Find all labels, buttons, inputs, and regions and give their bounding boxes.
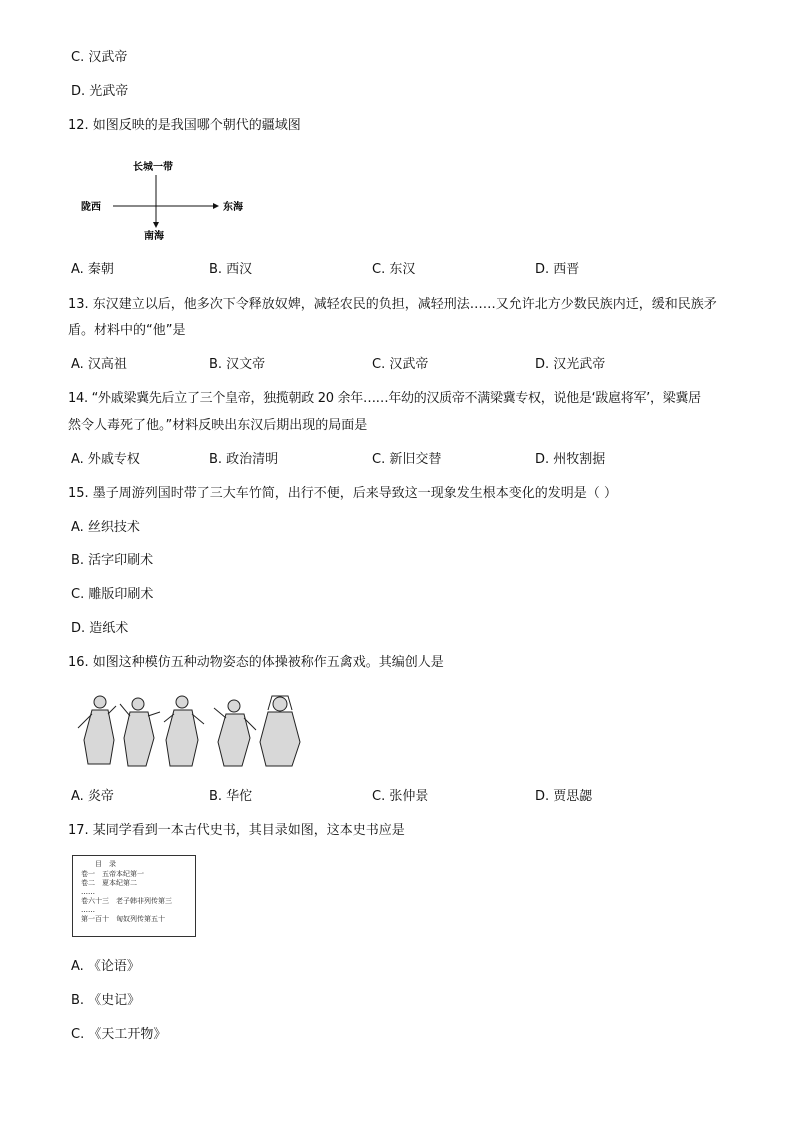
q14-option-b[interactable]: B. 政治清明 [209,452,279,467]
figure-5 [260,696,300,766]
q14-stem-line2: 然令人毒死了他。”材料反映出东汉后期出现的局面是 [68,418,368,433]
figure-4 [214,700,256,766]
q15-option-c[interactable]: C. 雕版印刷术 [71,587,154,602]
q17-option-a[interactable]: A. 《论语》 [71,959,140,974]
map-label-west: 陇西 [81,202,101,213]
q17-stem: 17. 某同学看到一本古代史书，其目录如图，这本史书应是 [68,823,405,838]
q12-stem: 12. 如图反映的是我国哪个朝代的疆域图 [68,118,301,133]
toc-row: 第一百十 匈奴列传第五十 [81,915,165,923]
toc-row: 卷六十三 老子韩非列传第三 [81,897,172,905]
q14-option-a[interactable]: A. 外戚专权 [71,452,140,467]
q14-stem-line1: 14. “外戚梁冀先后立了三个皇帝，独揽朝政 20 余年……年幼的汉质帝不满梁冀专权，说他是‘跋扈将军’，梁冀居 [68,391,701,406]
figure-1 [78,696,116,764]
five-animal-exercise-illustration [74,690,306,772]
q14-option-d[interactable]: D. 州牧割据 [535,452,606,467]
q11-option-c[interactable]: C. 汉武帝 [71,50,128,65]
map-label-south: 南海 [144,231,164,242]
q13-stem-line1: 13. 东汉建立以后，他多次下令释放奴婢，减轻农民的负担，减轻刑法……又允许北方少数民族内迁，缓和民族矛 [68,297,717,312]
q17-option-c[interactable]: C. 《天工开物》 [71,1027,167,1042]
q16-option-b[interactable]: B. 华佗 [209,789,253,804]
q16-option-a[interactable]: A. 炎帝 [71,789,114,804]
q13-stem-line2: 盾。材料中的“他”是 [68,323,186,338]
q15-option-a[interactable]: A. 丝织技术 [71,520,140,535]
toc-row: 卷一 五帝本纪第一 [81,870,144,878]
q15-stem: 15. 墨子周游列国时带了三大车竹简，出行不便，后来导致这一现象发生根本变化的发明是（ ） [68,486,617,501]
q15-option-b[interactable]: B. 活字印刷术 [71,553,154,568]
toc-row: …… [81,888,95,896]
q12-option-d[interactable]: D. 西晋 [535,262,580,277]
q16-option-c[interactable]: C. 张仲景 [372,789,429,804]
q13-option-d[interactable]: D. 汉光武帝 [535,357,606,372]
q16-option-d[interactable]: D. 贾思勰 [535,789,593,804]
map-label-north: 长城一带 [133,162,173,173]
territory-map-diagram [78,155,258,245]
q12-option-a[interactable]: A. 秦朝 [71,262,114,277]
q13-option-b[interactable]: B. 汉文帝 [209,357,266,372]
q17-option-b[interactable]: B. 《史记》 [71,993,141,1008]
q11-option-d[interactable]: D. 光武帝 [71,84,129,99]
toc-title: 目 录 [95,860,116,868]
q14-option-c[interactable]: C. 新旧交替 [372,452,442,467]
toc-row: 卷二 夏本纪第二 [81,879,137,887]
map-label-east: 东海 [223,202,243,213]
table-of-contents-figure [72,855,196,937]
q13-option-a[interactable]: A. 汉高祖 [71,357,127,372]
q12-option-c[interactable]: C. 东汉 [372,262,416,277]
q13-option-c[interactable]: C. 汉武帝 [372,357,429,372]
q12-option-b[interactable]: B. 西汉 [209,262,253,277]
figure-3 [164,696,204,766]
figure-2 [120,698,160,766]
q16-stem: 16. 如图这种模仿五种动物姿态的体操被称作五禽戏。其编创人是 [68,655,444,670]
q15-option-d[interactable]: D. 造纸术 [71,621,129,636]
toc-row: …… [81,906,95,914]
